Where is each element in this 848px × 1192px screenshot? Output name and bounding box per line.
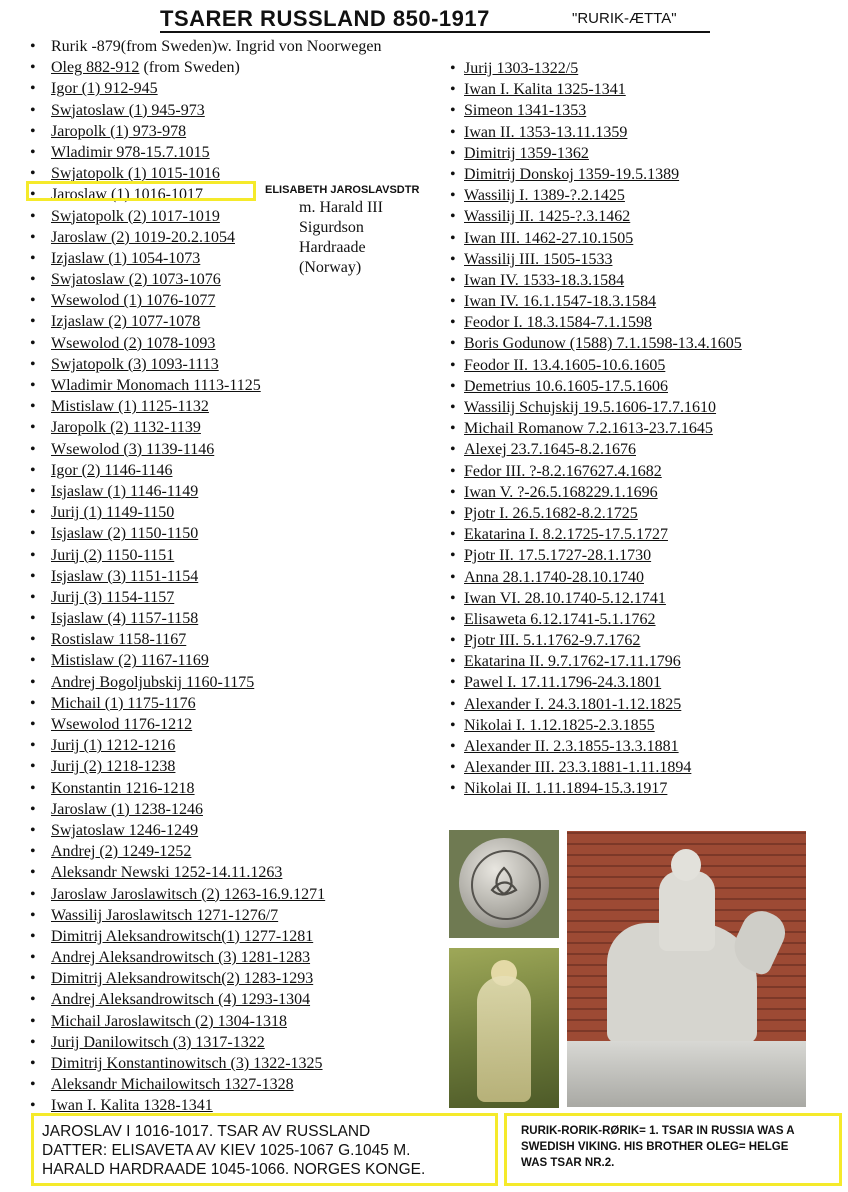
ruler-name: Jurij (2) 1150-1151: [51, 546, 175, 564]
info-line: JAROSLAV I 1016-1017. TSAR AV RUSSLAND: [42, 1123, 371, 1140]
ruler-name: Rurik -879(from Sweden)w. Ingrid von Noorwegen: [51, 38, 382, 55]
ruler-name: Izjaslaw (2) 1077-1078: [51, 313, 201, 331]
note-heading: ELISABETH JAROSLAVSDTR: [265, 184, 420, 196]
note-line: Hardraade: [299, 239, 366, 256]
ruler-name: Iwan I. Kalita 1328-1341: [51, 1097, 213, 1115]
ruler-name: Konstantin 1216-1218: [51, 779, 195, 797]
ruler-name: Iwan III. 1462-27.10.1505: [464, 229, 634, 247]
highlight-box-jaroslaw: [26, 181, 256, 204]
note-line: m. Harald III: [299, 199, 383, 216]
title-underline: [160, 31, 710, 33]
ruler-name: Swjatopolk (1) 1015-1016: [51, 165, 220, 183]
ruler-list-item: [30, 311, 381, 332]
triquetra-icon: [486, 864, 522, 900]
ruler-list-item: [30, 36, 381, 57]
ruler-name: Jaroslaw Jaroslawitsch (2) 1263-16.9.1271: [51, 885, 326, 903]
ruler-list-item: [450, 249, 742, 270]
ruler-list-item: [30, 650, 381, 671]
ruler-list-item: [30, 884, 381, 905]
ruler-name: Jurij (1) 1212-1216: [51, 737, 176, 755]
ruler-name: Jaropolk (2) 1132-1139: [51, 419, 201, 437]
ruler-list-item: [450, 524, 742, 545]
ruler-name: Aleksandr Michailowitsch 1327-1328: [51, 1076, 294, 1094]
ruler-list-item: [450, 757, 742, 778]
ruler-name: Jurij (2) 1218-1238: [51, 758, 176, 776]
ruler-list-item: [30, 481, 381, 502]
ruler-list-item: [450, 609, 742, 630]
ruler-name: Wassilij Schujskij 19.5.1606-17.7.1610: [464, 399, 717, 416]
ruler-name: Pjotr III. 5.1.1762-9.7.1762: [464, 632, 641, 650]
ruler-name: Iwan II. 1353-13.11.1359: [464, 123, 628, 141]
ruler-name: Jaroslaw (1) 1016-1017: [51, 186, 203, 204]
ruler-name: Feodor II. 13.4.1605-10.6.1605: [464, 356, 666, 374]
ruler-list-item: [450, 228, 742, 249]
ruler-list-item: [450, 100, 742, 121]
ruler-list-item: [30, 523, 381, 544]
ruler-name: Swjatopolk (3) 1093-1113: [51, 355, 219, 373]
ruler-list-item: [450, 312, 742, 333]
ruler-name: Mistislaw (1) 1125-1132: [51, 398, 209, 416]
ruler-name: Alexander II. 2.3.1855-13.3.1881: [464, 738, 679, 755]
ruler-list-item: [450, 206, 742, 227]
ruler-list-item: [450, 482, 742, 503]
ruler-name: Pjotr I. 26.5.1682-8.2.1725: [464, 504, 638, 522]
ruler-name: Dimitrij Aleksandrowitsch(1) 1277-1281: [51, 927, 314, 945]
ruler-list-item: [450, 58, 742, 79]
info-line: HARALD HARDRAADE 1045-1066. NORGES KONGE.: [42, 1161, 426, 1178]
ruler-list-item: [450, 418, 742, 439]
info-line: DATTER: ELISAVETA AV KIEV 1025-1067 G.1045 M.: [42, 1142, 411, 1159]
page-title: TSARER RUSSLAND 850-1917: [160, 6, 490, 31]
ruler-list-item: [30, 439, 381, 460]
ruler-list-item: [30, 735, 381, 756]
ruler-list-item: [30, 1053, 381, 1074]
ruler-list-item: [30, 502, 381, 523]
ruler-name: Isjaslaw (4) 1157-1158: [51, 610, 199, 628]
ruler-list-item: [30, 672, 381, 693]
ruler-name: Pawel I. 17.11.1796-24.3.1801: [464, 674, 662, 692]
ruler-list-item: [30, 290, 381, 311]
ruler-list-item: [450, 736, 742, 757]
ruler-list-item: [30, 460, 381, 481]
ruler-name: Andrej Bogoljubskij 1160-1175: [51, 673, 255, 691]
right-ruler-list: [450, 58, 742, 800]
ruler-list-item: [30, 905, 381, 926]
ruler-list-item: [30, 566, 381, 587]
statue-pedestal: [567, 1041, 806, 1107]
ruler-list-item: [450, 355, 742, 376]
info-box-jaroslav: [31, 1113, 498, 1186]
ruler-list-item: [30, 333, 381, 354]
ruler-list-item: [450, 588, 742, 609]
ruler-name: Swjatopolk (2) 1017-1019: [51, 207, 220, 225]
ruler-name: Jurij 1303-1322/5: [464, 60, 579, 77]
ruler-list-item: [30, 968, 381, 989]
ruler-name: Aleksandr Newski 1252-14.11.1263: [51, 864, 283, 882]
info-line: WAS TSAR NR.2.: [521, 1157, 615, 1169]
equestrian-statue-photo: [567, 831, 806, 1107]
ruler-list-item: [30, 693, 381, 714]
ruler-name: Nikolai I. 1.12.1825-2.3.1855: [464, 716, 655, 734]
ruler-list-item: [30, 121, 381, 142]
ruler-list-item: [30, 417, 381, 438]
ruler-list-item: [450, 651, 742, 672]
ruler-list-item: [450, 672, 742, 693]
ruler-list-item: [30, 799, 381, 820]
ruler-name: Jurij (3) 1154-1157: [51, 588, 175, 606]
ruler-list-item: [30, 57, 381, 78]
ruler-list-item: [30, 989, 381, 1010]
ruler-name: Oleg 882-912: [51, 59, 140, 77]
note-line: (Norway): [299, 259, 362, 276]
ruler-list-item: [30, 841, 381, 862]
ruler-name: Igor (1) 912-945: [51, 80, 158, 98]
ruler-list-item: [30, 756, 381, 777]
ruler-list-item: [30, 608, 381, 629]
ruler-name: Jaroslaw (1) 1238-1246: [51, 800, 203, 818]
ruler-note: (from Sweden): [139, 59, 240, 77]
ruler-list-item: [450, 630, 742, 651]
ruler-name: Ekatarina II. 9.7.1762-17.11.1796: [464, 653, 681, 671]
ruler-name: Simeon 1341-1353: [464, 102, 587, 120]
ruler-name: Rostislaw 1158-1167: [51, 631, 187, 649]
ruler-list-item: [450, 397, 742, 418]
ruler-name: Wassilij II. 1425-?.3.1462: [464, 208, 631, 226]
ruler-name: Wsewolod 1176-1212: [51, 716, 193, 733]
ruler-name: Alexej 23.7.1645-8.2.1676: [464, 441, 636, 459]
ruler-name: Izjaslaw (1) 1054-1073: [51, 249, 201, 267]
ruler-name: Wladimir Monomach 1113-1125: [51, 377, 261, 394]
ruler-name: Andrej Aleksandrowitsch (4) 1293-1304: [51, 991, 311, 1009]
ruler-name: Wassilij Jaroslawitsch 1271-1276/7: [51, 906, 279, 924]
ruler-name: Feodor I. 18.3.1584-7.1.1598: [464, 314, 652, 332]
ruler-list-item: [30, 142, 381, 163]
ruler-list-item: [450, 439, 742, 460]
ruler-name: Alexander I. 24.3.1801-1.12.1825: [464, 695, 682, 713]
ruler-name: Iwan VI. 28.10.1740-5.12.1741: [464, 589, 666, 607]
ruler-name: Michail Jaroslawitsch (2) 1304-1318: [51, 1012, 287, 1030]
ruler-name: Wassilij I. 1389-?.2.1425: [464, 187, 625, 205]
ruler-list-item: [30, 862, 381, 883]
ruler-name: Iwan IV. 16.1.1547-18.3.1584: [464, 293, 657, 311]
ruler-name: Boris Godunow (1588) 7.1.1598-13.4.1605: [464, 335, 742, 353]
ruler-name: Elisaweta 6.12.1741-5.1.1762: [464, 610, 656, 628]
ruler-name: Dimitrij Konstantinowitsch (3) 1322-1325: [51, 1055, 323, 1072]
info-line: SWEDISH VIKING. HIS BROTHER OLEG= HELGE: [521, 1141, 789, 1153]
ruler-list-item: [450, 715, 742, 736]
statue-rider-head: [671, 849, 701, 881]
ruler-name: Isjaslaw (3) 1151-1154: [51, 567, 199, 585]
ruler-list-item: [30, 587, 381, 608]
ruler-name: Andrej (2) 1249-1252: [51, 843, 192, 861]
ruler-list-item: [30, 1074, 381, 1095]
ruler-name: Iwan V. ?-26.5.168229.1.1696: [464, 483, 658, 501]
ruler-name: Iwan IV. 1533-18.3.1584: [464, 271, 625, 289]
ruler-list-item: [450, 567, 742, 588]
ruler-list-item: [30, 1032, 381, 1053]
coin-photo: [449, 830, 559, 938]
ruler-name: Dimitrij 1359-1362: [464, 144, 589, 162]
ruler-list-item: [450, 694, 742, 715]
ruler-name: Dimitrij Donskoj 1359-19.5.1389: [464, 165, 680, 183]
ruler-list-item: [450, 461, 742, 482]
saint-figure: [477, 976, 531, 1102]
ruler-list-item: [30, 1011, 381, 1032]
ruler-list-item: [30, 820, 381, 841]
ruler-name: Alexander III. 23.3.1881-1.11.1894: [464, 759, 692, 777]
ruler-list-item: [450, 503, 742, 524]
ruler-name: Jurij Danilowitsch (3) 1317-1322: [51, 1033, 265, 1051]
ruler-list-item: [450, 270, 742, 291]
ruler-list-item: [450, 333, 742, 354]
ruler-name: Dimitrij Aleksandrowitsch(2) 1283-1293: [51, 970, 314, 988]
ruler-name: Igor (2) 1146-1146: [51, 461, 173, 479]
ruler-list-item: [30, 78, 381, 99]
ruler-name: Mistislaw (2) 1167-1169: [51, 652, 209, 670]
ruler-list-item: [450, 79, 742, 100]
ruler-name: Demetrius 10.6.1605-17.5.1606: [464, 377, 668, 395]
ruler-list-item: [30, 947, 381, 968]
ruler-list-item: [30, 714, 381, 735]
ruler-list-item: [450, 778, 742, 799]
ruler-name: Jurij (1) 1149-1150: [51, 504, 175, 522]
ruler-name: Pjotr II. 17.5.1727-28.1.1730: [464, 547, 652, 565]
ruler-list-item: [30, 354, 381, 375]
note-text: [299, 198, 383, 278]
ruler-list-item: [30, 629, 381, 650]
ruler-name: Michail Romanow 7.2.1613-23.7.1645: [464, 420, 713, 438]
ruler-list-item: [450, 291, 742, 312]
info-line: RURIK-RORIK-RØRIK= 1. TSAR IN RUSSIA WAS A: [521, 1125, 795, 1137]
ruler-name: Andrej Aleksandrowitsch (3) 1281-1283: [51, 949, 311, 967]
ruler-list-item: [30, 778, 381, 799]
ruler-name: Anna 28.1.1740-28.10.1740: [464, 568, 644, 586]
ruler-name: Swjatoslaw 1246-1249: [51, 821, 199, 839]
ruler-list-item: [450, 185, 742, 206]
ruler-name: Swjatoslaw (2) 1073-1076: [51, 271, 221, 289]
ruler-list-item: [30, 396, 381, 417]
page-subtitle: "RURIK-ÆTTA": [572, 10, 677, 27]
statue-rider: [659, 871, 715, 951]
ruler-list-item: [450, 545, 742, 566]
saint-icon-photo: [449, 948, 559, 1108]
ruler-list-item: [450, 122, 742, 143]
ruler-name: Swjatoslaw (1) 945-973: [51, 101, 205, 119]
info-box-rurik: [504, 1113, 842, 1186]
ruler-name: Iwan I. Kalita 1325-1341: [464, 81, 626, 99]
ruler-name: Michail (1) 1175-1176: [51, 694, 196, 712]
ruler-list-item: [450, 143, 742, 164]
ruler-name: Jaroslaw (2) 1019-20.2.1054: [51, 228, 235, 246]
ruler-name: Isjaslaw (1) 1146-1149: [51, 482, 199, 500]
ruler-list-item: [30, 375, 381, 396]
ruler-name: Wsewolod (2) 1078-1093: [51, 334, 216, 352]
note-line: Sigurdson: [299, 219, 364, 236]
ruler-name: Wsewolod (3) 1139-1146: [51, 440, 215, 458]
ruler-name: Wassilij III. 1505-1533: [464, 250, 613, 268]
ruler-name: Fedor III. ?-8.2.167627.4.1682: [464, 462, 662, 480]
ruler-name: Nikolai II. 1.11.1894-15.3.1917: [464, 780, 668, 798]
ruler-list-item: [30, 545, 381, 566]
ruler-name: Jaropolk (1) 973-978: [51, 122, 187, 140]
ruler-list-item: [30, 100, 381, 121]
ruler-name: Ekatarina I. 8.2.1725-17.5.1727: [464, 526, 668, 544]
ruler-name: Wsewolod (1) 1076-1077: [51, 292, 216, 310]
ruler-list-item: [450, 164, 742, 185]
ruler-name: Wladimir 978-15.7.1015: [51, 143, 210, 161]
ruler-list-item: [30, 926, 381, 947]
ruler-name: Isjaslaw (2) 1150-1150: [51, 525, 199, 543]
ruler-list-item: [450, 376, 742, 397]
